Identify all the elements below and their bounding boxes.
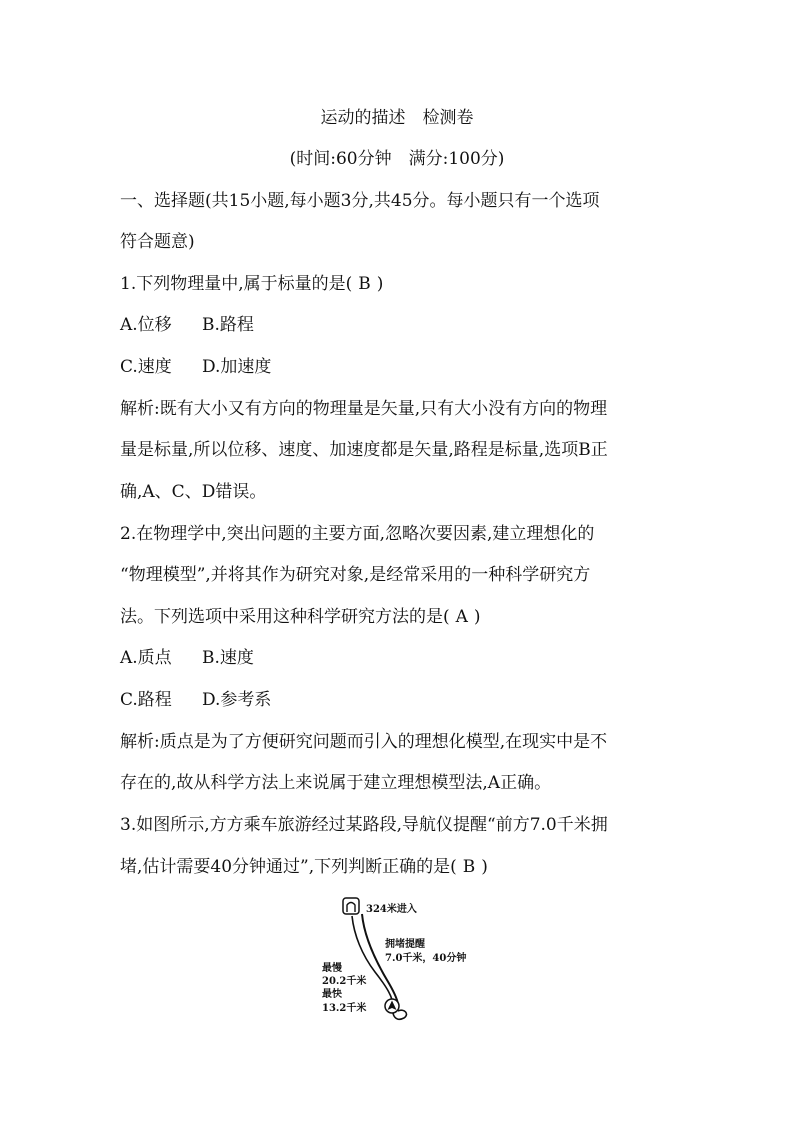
question-2-stem-line: 2.在物理学中,突出问题的主要方面,忽略次要因素,建立理想化的 [120,524,595,544]
navigation-diagram [300,890,500,1030]
question-2-option-d: D.参考系 [202,690,272,710]
question-2-analysis-line: 解析:质点是为了方便研究问题而引入的理想化模型,在现实中是不 [120,732,608,752]
navigation-figure [300,890,500,1030]
question-1-option-d: D.加速度 [202,357,272,377]
question-1-stem-close: ) [376,274,384,294]
question-2-stem-line [120,605,680,629]
question-3-stem-line: 3.如图所示,方方乘车旅游经过某路段,导航仪提醒“前方7.0千米拥 [120,815,608,835]
question-2-analysis-line: 存在的,故从科学方法上来说属于建立理想模型法,A正确。 [120,773,552,793]
question-3-stem-line [120,855,680,879]
question-1-stem-text: 1.下列物理量中,属于标量的是( [120,274,353,294]
question-1-options-row [120,313,680,337]
page-subtitle: (时间:60分钟 满分:100分) [289,149,505,169]
slowest-value: 20.2千米 [322,976,367,987]
question-2-option-c: C.路程 [120,690,172,710]
question-1-option-a: A.位移 [120,315,172,335]
question-1-options-row [120,355,680,379]
question-2-option-b: B.速度 [202,648,254,668]
congestion-alert-title: 拥堵提醒 [385,939,425,950]
question-1-answer: B [358,274,371,294]
question-1-stem [120,272,680,296]
question-1-analysis-line: 确,A、C、D错误。 [120,482,267,502]
question-3-stem-close: ) [481,857,488,877]
question-1-option-b: B.路程 [202,315,254,335]
question-1-analysis-line: 解析:既有大小又有方向的物理量是矢量,只有大小没有方向的物理 [120,399,608,419]
question-2-stem-text: 法。下列选项中采用这种科学研究方法的是( [120,607,450,627]
question-3-answer: B [462,857,476,877]
fastest-label: 最快 [322,989,342,1000]
congestion-alert-detail: 7.0千米，40分钟 [385,953,467,964]
question-1-option-c: C.速度 [120,357,172,377]
vehicle-position-icon [385,999,399,1013]
question-2-stem-line: “物理模型”,并将其作为研究对象,是经常采用的一种科学研究方 [120,565,591,585]
fastest-value: 13.2千米 [322,1003,367,1014]
question-2-answer: A [455,607,468,627]
tunnel-icon [343,898,359,914]
page-title: 运动的描述 检测卷 [320,108,474,128]
question-2-stem-close: ) [473,607,481,627]
section-heading-cont: 符合题意) [120,232,195,252]
question-1-analysis-line: 量是标量,所以位移、速度、加速度都是矢量,路程是标量,选项B正 [120,440,608,460]
question-2-options-row [120,688,680,712]
tunnel-entry-label: 324米进入 [366,904,417,915]
question-3-stem-text: 堵,估计需要40分钟通过”,下列判断正确的是( [120,857,457,877]
slowest-label: 最慢 [322,963,342,974]
question-2-option-a: A.质点 [120,648,172,668]
question-2-options-row [120,646,680,670]
section-heading: 一、选择题(共15小题,每小题3分,共45分。每小题只有一个选项 [120,191,600,211]
